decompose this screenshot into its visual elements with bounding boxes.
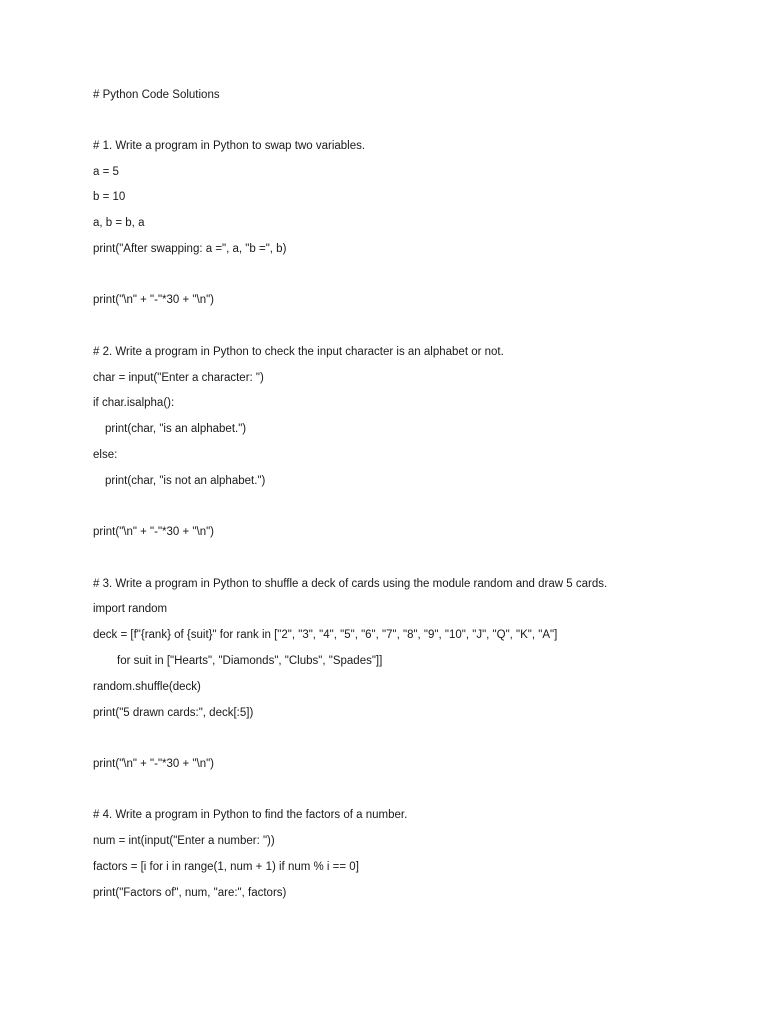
code-line: factors = [i for i in range(1, num + 1) if num % i == 0] [93,861,359,873]
code-line: random.shuffle(deck) [93,681,201,693]
code-line: else: [93,449,118,461]
code-line: print("After swapping: a =", a, "b =", b) [93,243,287,255]
code-line: char = input("Enter a character: ") [93,372,264,384]
code-line: for suit in ["Hearts", "Diamonds", "Clubs", "Spades"]] [117,655,383,667]
code-line: print(char, "is an alphabet.") [105,423,247,435]
code-line: print(char, "is not an alphabet.") [105,475,266,487]
code-line: a, b = b, a [93,217,145,229]
code-line: import random [93,603,168,615]
q4-heading: # 4. Write a program in Python to find the factors of a number. [93,809,408,821]
code-line: a = 5 [93,166,119,178]
separator-line: print("\n" + "-"*30 + "\n") [93,526,215,538]
code-line: print("Factors of", num, "are:", factors) [93,887,287,899]
code-line: deck = [f"{rank} of {suit}" for rank in ["2", "3", "4", "5", "6", "7", "8", "9", "10", "J", "Q", "K", "A"] [93,629,558,641]
separator-line: print("\n" + "-"*30 + "\n") [93,758,215,770]
q1-heading: # 1. Write a program in Python to swap two variables. [93,140,366,152]
code-line: if char.isalpha(): [93,397,175,409]
document-title: # Python Code Solutions [93,89,220,101]
code-line: print("5 drawn cards:", deck[:5]) [93,707,254,719]
code-line: b = 10 [93,191,126,203]
q2-heading: # 2. Write a program in Python to check the input character is an alphabet or not. [93,346,504,358]
separator-line: print("\n" + "-"*30 + "\n") [93,294,215,306]
code-line: num = int(input("Enter a number: ")) [93,835,275,847]
q3-heading: # 3. Write a program in Python to shuffle a deck of cards using the module random and draw 5 cards. [93,578,608,590]
